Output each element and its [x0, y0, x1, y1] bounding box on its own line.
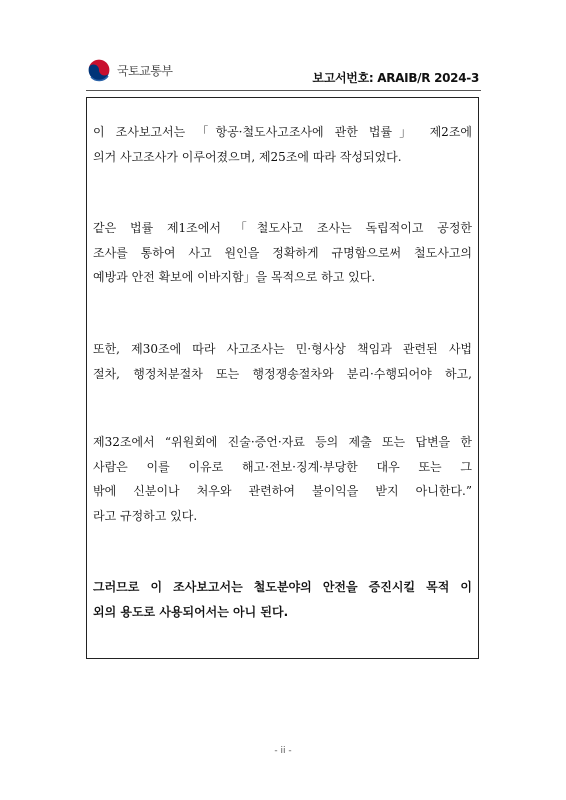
paragraph-line: 또한, 제30조에 따라 사고조사는 민·형사상 책임과 관련된 사법	[93, 342, 472, 356]
paragraph-4	[93, 430, 472, 528]
paragraph-3	[93, 337, 472, 386]
paragraph-5-conclusion	[93, 575, 472, 624]
ministry-name: 국토교통부	[117, 63, 173, 78]
paragraph-line: 밖에 신분이나 처우와 관련하여 불이익을 받지 아니한다.”	[93, 484, 472, 498]
header-divider	[86, 90, 481, 91]
paragraph-line: 이 조사보고서는 「항공·철도사고조사에 관한 법률」 제2조에	[93, 125, 472, 139]
page-number: - ii -	[274, 746, 292, 756]
taegeuk-emblem-icon	[86, 57, 112, 83]
paragraph-line: 같은 법률 제1조에서 「철도사고 조사는 독립적이고 공정한	[93, 221, 472, 235]
paragraph-line: 조사를 통하여 사고 원인을 정확하게 규명함으로써 철도사고의	[93, 245, 472, 260]
page-header	[86, 57, 481, 91]
paragraph-line: 의거 사고조사가 이루어졌으며, 제25조에 따라 작성되었다.	[93, 149, 402, 164]
paragraph-line: 제32조에서 “위원회에 진술·증언·자료 등의 제출 또는 답변을 한	[93, 435, 472, 449]
paragraph-line: 사람은 이를 이유로 해고·전보·징계·부당한 대우 또는 그	[93, 459, 472, 474]
paragraph-line: 그러므로 이 조사보고서는 철도분야의 안전을 증진시킬 목적 이	[93, 580, 472, 594]
report-number: 보고서번호: ARAIB/R 2024-3	[312, 71, 479, 85]
paragraph-line: 절차, 행정처분절차 또는 행정쟁송절차와 분리·수행되어야 하고,	[93, 366, 472, 381]
paragraph-line: 라고 규정하고 있다.	[93, 508, 198, 523]
paragraph-line: 외의 용도로 사용되어서는 아니 된다.	[93, 604, 289, 619]
paragraph-line: 예방과 안전 확보에 이바지함」을 목적으로 하고 있다.	[93, 270, 376, 284]
ministry-logo	[86, 57, 172, 83]
notice-box	[86, 97, 479, 659]
paragraph-2	[93, 216, 472, 290]
paragraph-1	[93, 120, 472, 169]
